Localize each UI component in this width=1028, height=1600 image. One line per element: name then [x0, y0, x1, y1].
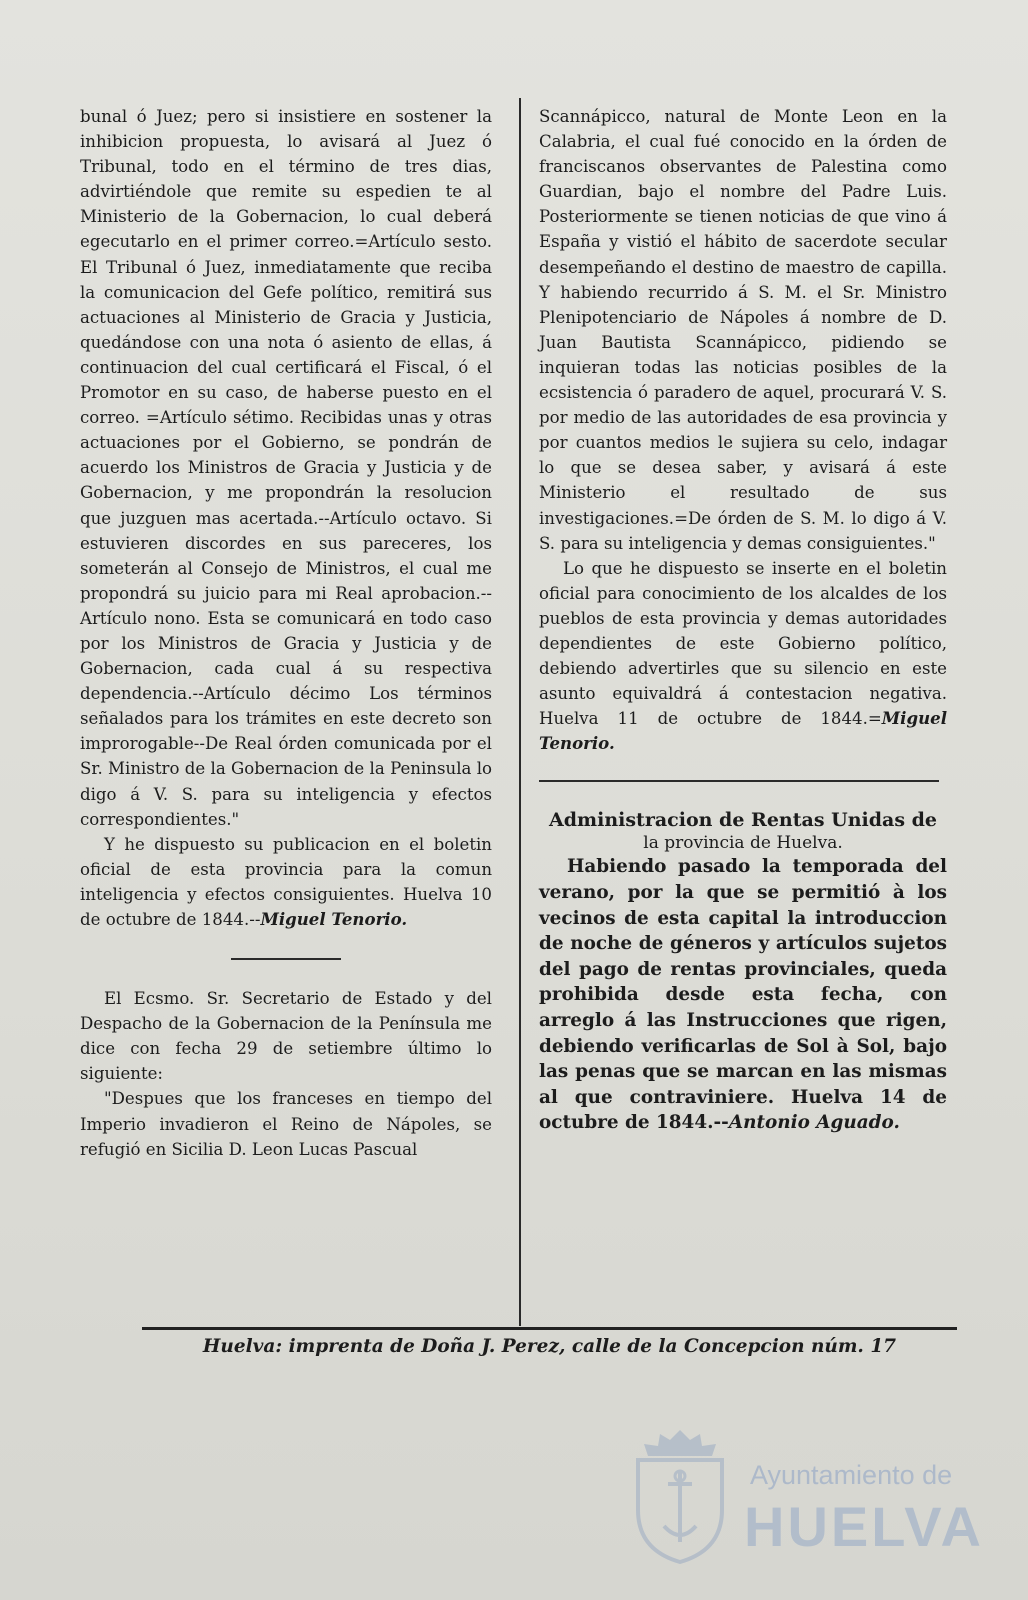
left-column [80, 104, 492, 1162]
left-paragraph-2-text: Y he dispuesto su publicacion en el boletin oficial de esta provincia para la comun inteligencia y efectos consiguientes. Huelva 10 de octubre de 1844.-- [80, 834, 492, 929]
right-paragraph-2 [539, 556, 947, 757]
left-paragraph-2-signature: Miguel Tenorio. [260, 909, 408, 929]
left-paragraph-4: "Despues que los franceses en tiempo del Imperio invadieron el Reino de Nápoles, se refugió en Sicilia D. Leon Lucas Pascual [80, 1089, 492, 1159]
coat-of-arms-icon [624, 1426, 736, 1566]
admin-notice-text: Habiendo pasado la temporada del verano, por la que se permitió à los vecinos de esta capital la introduccion de noche de géneros y artículos sujetos del pago de rentas provinciales, queda prohibida desde esta fecha, con arreglo á las Instrucciones que rigen, debiendo verificarlas de Sol à Sol, bajo las penas que se marcan en las mismas al que contraviniere. Huelva 14 de octubre de 1844.-- [539, 856, 947, 1134]
footer-rule [142, 1327, 957, 1330]
watermark-line-1: Ayuntamiento de [750, 1460, 953, 1490]
left-paragraph-1: bunal ó Juez; pero si insistiere en sostener la inhibicion propuesta, lo avisará al Juez ó Tribunal, todo en el término de tres dias, advirtiéndole que remite su espedien te al Ministerio de la Gobernacion, lo cual deberá egecutarlo en el primer correo.=Artículo sesto. El Tribunal ó Juez, inmediatamente que reciba la comunicacion del Gefe político, remitirá sus actuaciones al Ministerio de Gracia y Justicia, quedándose con una nota ó asiento de ellas, á continuacion del cual certificará el Fiscal, ó el Promotor en su caso, de haberse puesto en el correo. =Artículo sétimo. Recibidas unas y otras actuaciones por el Gobierno, se pondrán de acuerdo los Ministros de Gracia y Justicia y de Gobernacion, y me propondrán la resolucion que juzguen mas acertada.--Artículo octavo. Si estuvieren discordes en sus pareceres, los someterán al Consejo de Ministros, el cual me propondrá su juicio para mi Real aprobacion.--Artículo nono. Esta se comunicará en todo caso por los Ministros de Gracia y Justicia y de Gobernacion, cada cual á su respectiva dependencia.--Artículo décimo Los términos señalados para los trámites en este decreto son improrogable--De Real órden comunicada por el Sr. Ministro de la Gobernacion de la Peninsula lo digo á V. S. para su inteligencia y efectos correspondientes." [80, 107, 492, 829]
left-paragraph-2 [80, 832, 492, 932]
admin-section-subtitle: la provincia de Huelva. [643, 833, 843, 854]
watermark-line-2: HUELVA [744, 1495, 984, 1558]
footer-imprint: Huelva: imprenta de Doña J. Perez, calle de la Concepcion núm. 17 [202, 1336, 897, 1357]
admin-notice [539, 854, 947, 1136]
admin-notice-signature: Antonio Aguado. [728, 1112, 900, 1134]
section-divider [539, 780, 939, 782]
right-column [539, 104, 947, 1136]
right-paragraph-1: Scannápicco, natural de Monte Leon en la Calabria, el cual fué conocido en la órden de franciscanos observantes de Palestina como Guardian, bajo el nombre del Padre Luis. Posteriormente se tienen noticias de que vino á España y vistió el hábito de sacerdote secular desempeñando el destino de maestro de capilla. Y habiendo recurrido á S. M. el Sr. Ministro Plenipotenciario de Nápoles á nombre de D. Juan Bautista Scannápicco, pidiendo se inquieran todas las noticias posibles de la ecsistencia ó paradero de aquel, procurará V. S. por medio de las autoridades de esa provincia y por cuantos medios le sujiera su celo, indagar lo que se desea saber, y avisará á este Ministerio el resultado de sus investigaciones.=De órden de S. M. lo digo á V. S. para su inteligencia y demas consiguientes." [539, 107, 947, 553]
section-divider [231, 958, 341, 960]
right-paragraph-2-text: Lo que he dispuesto se inserte en el boletin oficial para conocimiento de los alcaldes de los pueblos de esta provincia y demas autoridades dependientes de este Gobierno político, debiendo advertirles que su silencio en este asunto equivaldrá á contestacion negativa. Huelva 11 de octubre de 1844.= [539, 558, 947, 729]
column-divider [519, 98, 521, 1326]
left-paragraph-3: El Ecsmo. Sr. Secretario de Estado y del Despacho de la Gobernacion de la Península me dice con fecha 29 de setiembre último lo siguiente: [80, 989, 492, 1084]
admin-section-title: Administracion de Rentas Unidas de [548, 809, 938, 832]
watermark [624, 1426, 984, 1576]
right-paragraph-2-signature: Miguel Tenorio. [539, 708, 947, 754]
